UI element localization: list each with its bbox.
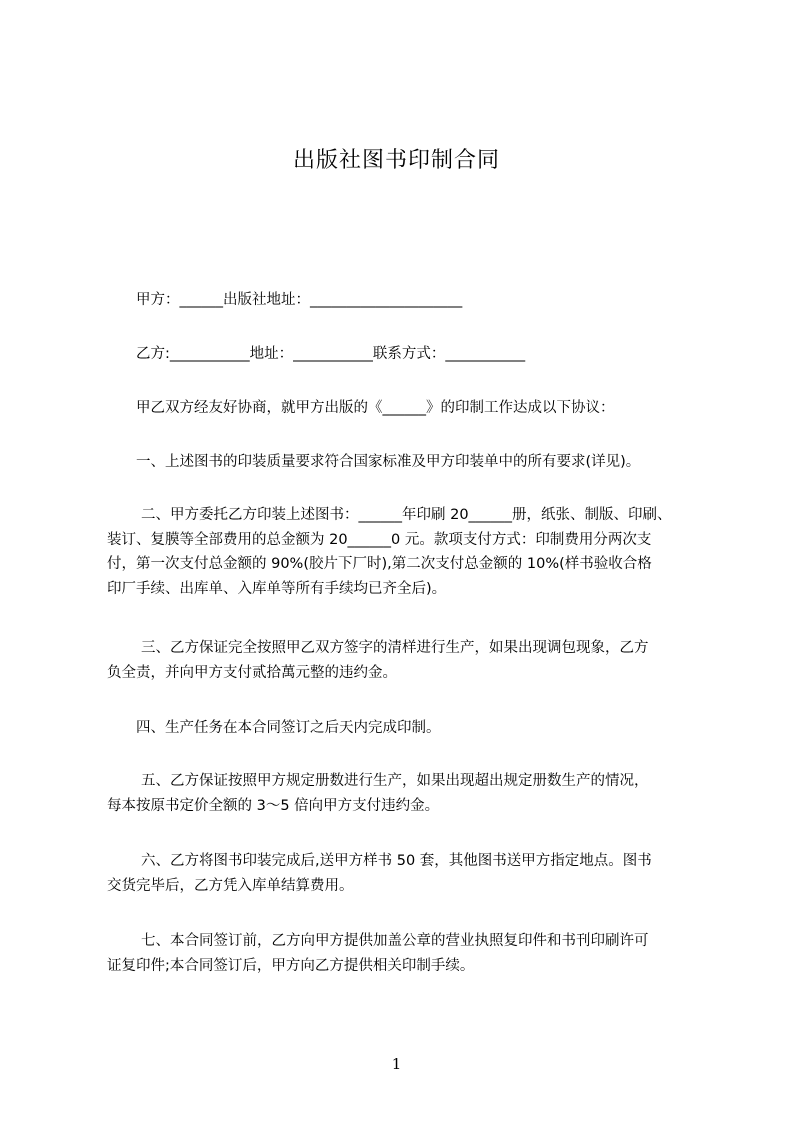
clause-4: 四、生产任务在本合同签订之后天内完成印制。 xyxy=(136,720,441,736)
page-number: 1 xyxy=(391,1055,402,1073)
intro-line: 甲乙双方经友好协商，就甲方出版的《______》的印制工作达成以下协议： xyxy=(136,400,615,416)
document-title: 出版社图书印制合同 xyxy=(292,148,500,173)
clause-3: 三、乙方保证完全按照甲乙双方签字的清样进行生产，如果出现调包现象，乙方 负全责，并向甲方支付贰拾萬元整的违约金。 xyxy=(107,640,649,681)
party-a-line: 甲方：______出版社地址：_____________________ xyxy=(136,292,463,308)
clause-1: 一、上述图书的印装质量要求符合国家标准及甲方印装单中的所有要求(详见)。 xyxy=(136,454,641,470)
clause-6: 六、乙方将图书印装完成后,送甲方样书 50 套，其他图书送甲方指定地点。图书 交货完毕后，乙方凭入库单结算费用。 xyxy=(107,853,652,894)
party-b-line: 乙方:___________地址：___________联系方式：___________ xyxy=(136,346,526,362)
clause-7: 七、本合同签订前，乙方向甲方提供加盖公章的营业执照复印件和书刊印刷许可 证复印件;本合同签订后，甲方向乙方提供相关印制手续。 xyxy=(107,933,649,974)
clause-2: 二、甲方委托乙方印装上述图书：______年印刷 20______册，纸张、制版、印刷、 装订、复膜等全部费用的总金额为 20______0 元。款项支付方式：印制费用分两次支 付，第一次支付总金额的 90%(胶片下厂时),第二次支付总金额的 10%(样书验收合格 印厂手续、出库单、入库单等所有手续均已齐全后)。 xyxy=(107,507,672,597)
clause-5: 五、乙方保证按照甲方规定册数进行生产，如果出现超出规定册数生产的情况， 每本按原书定价全额的 3～5 倍向甲方支付违约金。 xyxy=(107,773,649,814)
